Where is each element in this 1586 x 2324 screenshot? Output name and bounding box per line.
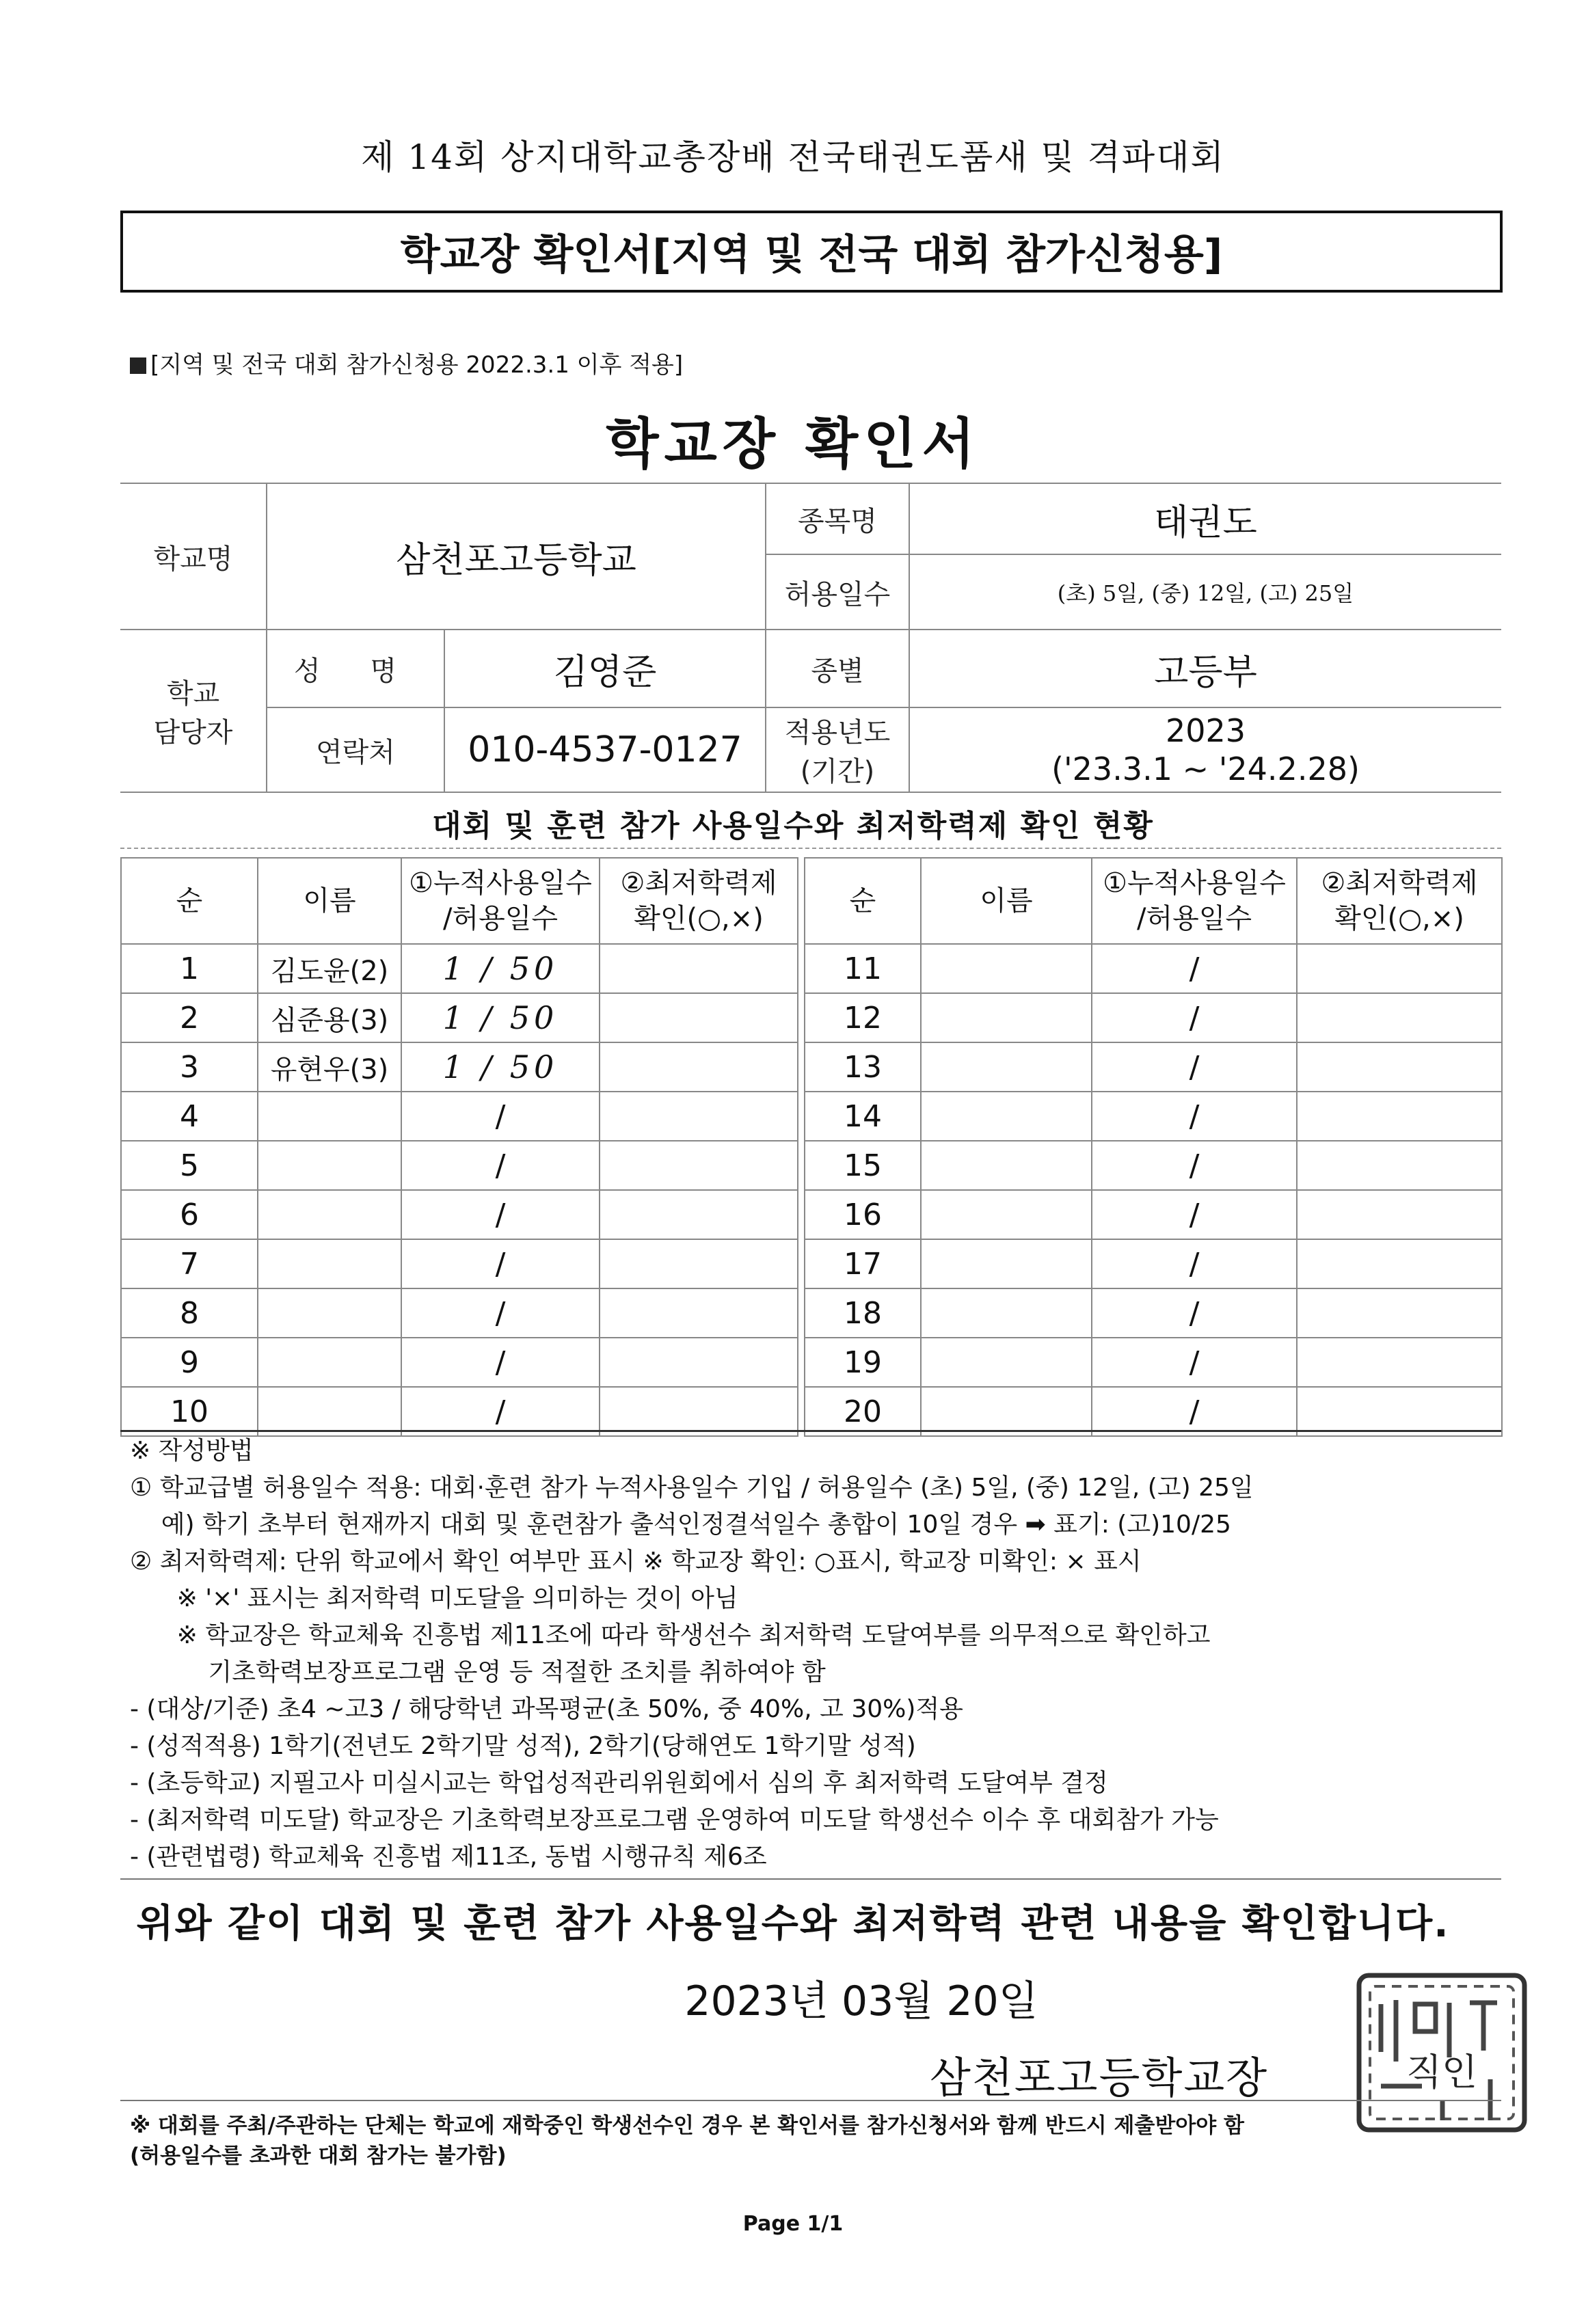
method-line: ② 최저학력제: 단위 학교에서 확인 여부만 표시 ※ 학교장 확인: ○표시, 학교장 미확인: × 표시 (130, 1548, 1142, 1576)
roster-days: 1 / 50 (401, 1042, 600, 1092)
footnote-line1: ※ 대회를 주최/주관하는 단체는 학교에 재학중인 학생선수인 경우 본 확인서를 참가신청서와 함께 반드시 제출받아야 함 (130, 2113, 1244, 2138)
roster-days: / (1092, 1190, 1297, 1239)
roster-header-days (401, 858, 600, 944)
roster-days: 1 / 50 (401, 944, 600, 993)
roster-days: / (401, 1288, 600, 1338)
roster-no: 8 (121, 1288, 258, 1338)
roster-name: 유현우(3) (258, 1042, 401, 1092)
roster-name (258, 1190, 401, 1239)
method-line: - (관련법령) 학교체육 진흥법 제11조, 동법 시행규칙 제6조 (130, 1843, 767, 1871)
roster-days: / (1092, 1338, 1297, 1387)
roster-row (121, 1092, 798, 1141)
roster-days: 1 / 50 (401, 993, 600, 1042)
roster-row (805, 1338, 1502, 1387)
school-name-value: 삼천포고등학교 (267, 483, 766, 630)
roster-days: / (1092, 1092, 1297, 1141)
roster-min-check (1297, 1288, 1502, 1338)
roster-days: / (1092, 1042, 1297, 1092)
name-label: 성 명 (267, 630, 444, 707)
roster-no: 10 (121, 1387, 258, 1436)
roster-header-name: 이름 (258, 858, 401, 944)
roster-name (258, 1387, 401, 1436)
roster-no: 7 (121, 1239, 258, 1288)
roster-name (258, 1141, 401, 1190)
roster-no: 16 (805, 1190, 921, 1239)
roster-name (921, 1141, 1092, 1190)
roster-no: 4 (121, 1092, 258, 1141)
roster-min-check (600, 1190, 798, 1239)
confirmation-statement: 위와 같이 대회 및 훈련 참가 사용일수와 최저학력 관련 내용을 확인합니다. (136, 1902, 1450, 1946)
roster-row (805, 1141, 1502, 1190)
roster-days: / (401, 1190, 600, 1239)
roster-name: 심준용(3) (258, 993, 401, 1042)
method-line: 기초학력보장프로그램 운영 등 적절한 조치를 취하여야 함 (130, 1658, 826, 1686)
roster-header-no: 순 (121, 858, 258, 944)
roster-no: 6 (121, 1190, 258, 1239)
roster-name (258, 1338, 401, 1387)
method-line: - (성적적용) 1학기(전년도 2학기말 성적), 2학기(당해연도 1학기말 성적) (130, 1732, 916, 1760)
section-title: 대회 및 훈련 참가 사용일수와 최저학력제 확인 현황 (432, 809, 1154, 843)
roster-no: 2 (121, 993, 258, 1042)
roster-min-check (1297, 944, 1502, 993)
roster-no: 15 (805, 1141, 921, 1190)
footnote-line2: (허용일수를 초과한 대회 참가는 불가함) (130, 2144, 507, 2168)
roster-min-check (600, 1387, 798, 1436)
confirm-divider (120, 1878, 1501, 1880)
apply-note-text: [지역 및 전국 대회 참가신청용 2022.3.1 이후 적용] (150, 351, 684, 379)
roster-no: 20 (805, 1387, 921, 1436)
roster-header-min-line1: ②최저학력제 (620, 867, 777, 899)
roster-min-check (1297, 1387, 1502, 1436)
allowed-days-label: 허용일수 (766, 554, 909, 630)
roster-name (921, 1092, 1092, 1141)
roster-days: / (401, 1092, 600, 1141)
principal-signature: 삼천포고등학교장 (930, 2053, 1269, 2103)
period-year: 2023 (1165, 712, 1246, 749)
event-title: 제 14회 상지대학교총장배 전국태권도품새 및 격파대회 (361, 137, 1225, 177)
seal-text: 직인 (1406, 2051, 1478, 2094)
roster-row (121, 1338, 798, 1387)
roster-min-check (600, 1288, 798, 1338)
method-line: - (초등학교) 지필고사 미실시교는 학업성적관리위원회에서 심의 후 최저학력 도달여부 결정 (130, 1769, 1108, 1797)
roster-min-check (1297, 1141, 1502, 1190)
roster-days: / (1092, 944, 1297, 993)
roster-header-name: 이름 (921, 858, 1092, 944)
roster-no: 12 (805, 993, 921, 1042)
header-box-title (120, 211, 1503, 293)
document-title: 학교장 확인서 (606, 412, 980, 476)
roster-days: / (401, 1239, 600, 1288)
roster-name (258, 1092, 401, 1141)
roster-table-right (804, 857, 1503, 1437)
roster-name (921, 944, 1092, 993)
roster-header-min-line2: 확인(○,×) (1334, 903, 1464, 934)
roster-name (258, 1239, 401, 1288)
roster-no: 14 (805, 1092, 921, 1141)
roster-no: 17 (805, 1239, 921, 1288)
contact-label-line1: 학교 (166, 678, 220, 710)
phone-label: 연락처 (267, 707, 444, 792)
division-value: 고등부 (909, 630, 1501, 707)
roster-min-check (600, 1092, 798, 1141)
roster-row (121, 1141, 798, 1190)
roster-min-check (600, 993, 798, 1042)
roster-name (258, 1288, 401, 1338)
method-lines (130, 1470, 1511, 1876)
roster-header-min (600, 858, 798, 944)
roster-days: / (1092, 1239, 1297, 1288)
roster-name (921, 1239, 1092, 1288)
roster-no: 18 (805, 1288, 921, 1338)
roster-row (805, 1190, 1502, 1239)
roster-days: / (401, 1387, 600, 1436)
period-value (909, 707, 1501, 792)
roster-no: 19 (805, 1338, 921, 1387)
roster-days: / (1092, 1387, 1297, 1436)
roster-row (805, 1092, 1502, 1141)
roster-row (121, 1288, 798, 1338)
contact-label-line2: 담당자 (153, 717, 233, 748)
roster-row (805, 993, 1502, 1042)
roster-row (805, 1042, 1502, 1092)
roster-row (805, 1387, 1502, 1436)
roster-days: / (1092, 1288, 1297, 1338)
division-label: 종별 (766, 630, 909, 707)
roster-no: 9 (121, 1338, 258, 1387)
roster-row (805, 1288, 1502, 1338)
method-line: - (최저학력 미도달) 학교장은 기초학력보장프로그램 운영하여 미도달 학생선수 이수 후 대회참가 가능 (130, 1806, 1219, 1834)
school-info-table (120, 483, 1501, 793)
method-heading: ※ 작성방법 (130, 1437, 254, 1465)
roster-bottom-rule (120, 1430, 1501, 1432)
footnote (130, 2111, 1531, 2171)
roster-no: 5 (121, 1141, 258, 1190)
roster-row (121, 1042, 798, 1092)
method-line: ① 학교급별 허용일수 적용: 대회·훈련 참가 누적사용일수 기입 / 허용일수 (초) 5일, (중) 12일, (고) 25일 (130, 1474, 1254, 1502)
roster-min-check (1297, 993, 1502, 1042)
roster-min-check (1297, 1190, 1502, 1239)
header-box-text: 학교장 확인서[지역 및 전국 대회 참가신청용] (400, 231, 1223, 279)
roster-name (921, 1042, 1092, 1092)
roster-row (121, 1190, 798, 1239)
roster-no: 1 (121, 944, 258, 993)
roster-name (921, 993, 1092, 1042)
roster-row (805, 1239, 1502, 1288)
roster-header-days-line1: ①누적사용일수 (409, 867, 592, 899)
roster-header-no: 순 (805, 858, 921, 944)
roster-header-days (1092, 858, 1297, 944)
period-range: ('23.3.1 ~ '24.2.28) (1051, 751, 1360, 787)
roster-row (121, 944, 798, 993)
roster-min-check (1297, 1092, 1502, 1141)
section-divider (120, 848, 1501, 849)
period-label-line1: 적용년도 (784, 717, 891, 748)
roster-days: / (1092, 1141, 1297, 1190)
footnote-divider (120, 2100, 1501, 2101)
roster-no: 11 (805, 944, 921, 993)
contact-person-label (120, 630, 267, 792)
roster-min-check (1297, 1239, 1502, 1288)
method-line: ※ 학교장은 학교체육 진흥법 제11조에 따라 학생선수 최저학력 도달여부를 의무적으로 확인하고 (130, 1621, 1211, 1649)
roster-header-min-line2: 확인(○,×) (634, 903, 764, 934)
name-value: 김영준 (444, 630, 766, 707)
issue-date: 2023년 03월 20일 (684, 1977, 1038, 2025)
school-name-label: 학교명 (120, 483, 267, 630)
allowed-days-value: (초) 5일, (중) 12일, (고) 25일 (909, 554, 1501, 630)
phone-value: 010-4537-0127 (444, 707, 766, 792)
page-number: Page 1/1 (742, 2212, 844, 2236)
roster-row (121, 1239, 798, 1288)
apply-note (130, 346, 683, 379)
roster-header-min-line1: ②최저학력제 (1321, 867, 1478, 899)
roster-header-days-line2: /허용일수 (1136, 903, 1252, 934)
roster-header-days-line2: /허용일수 (442, 903, 559, 934)
roster-row (805, 944, 1502, 993)
method-line: 예) 학기 초부터 현재까지 대회 및 훈련참가 출석인정결석일수 총합이 10일 경우 ➡ 표기: (고)10/25 (130, 1511, 1231, 1539)
method-line: - (대상/기준) 초4 ~고3 / 해당학년 과목평균(초 50%, 중 40%, 고 30%)적용 (130, 1695, 963, 1723)
roster-min-check (600, 1239, 798, 1288)
roster-name (921, 1387, 1092, 1436)
period-label (766, 707, 909, 792)
roster-row (121, 993, 798, 1042)
roster-no: 13 (805, 1042, 921, 1092)
roster-name (921, 1190, 1092, 1239)
roster-no: 3 (121, 1042, 258, 1092)
roster-days: / (401, 1141, 600, 1190)
roster-table-left (120, 857, 798, 1437)
sport-value: 태권도 (909, 483, 1501, 554)
roster-name (921, 1288, 1092, 1338)
roster-min-check (1297, 1338, 1502, 1387)
roster-min-check (600, 1042, 798, 1092)
method-line: ※ '×' 표시는 최저학력 미도달을 의미하는 것이 아님 (130, 1584, 738, 1612)
roster-days: / (401, 1338, 600, 1387)
roster-min-check (600, 1338, 798, 1387)
roster-header-days-line1: ①누적사용일수 (1103, 867, 1286, 899)
roster-name: 김도윤(2) (258, 944, 401, 993)
roster-days: / (1092, 993, 1297, 1042)
roster-row (121, 1387, 798, 1436)
roster-min-check (1297, 1042, 1502, 1092)
writing-method (130, 1433, 1511, 1876)
roster-min-check (600, 1141, 798, 1190)
roster-header-min (1297, 858, 1502, 944)
sport-label: 종목명 (766, 483, 909, 554)
roster-name (921, 1338, 1092, 1387)
period-label-line2: (기간) (800, 756, 875, 787)
square-bullet-icon (130, 357, 146, 374)
roster-min-check (600, 944, 798, 993)
